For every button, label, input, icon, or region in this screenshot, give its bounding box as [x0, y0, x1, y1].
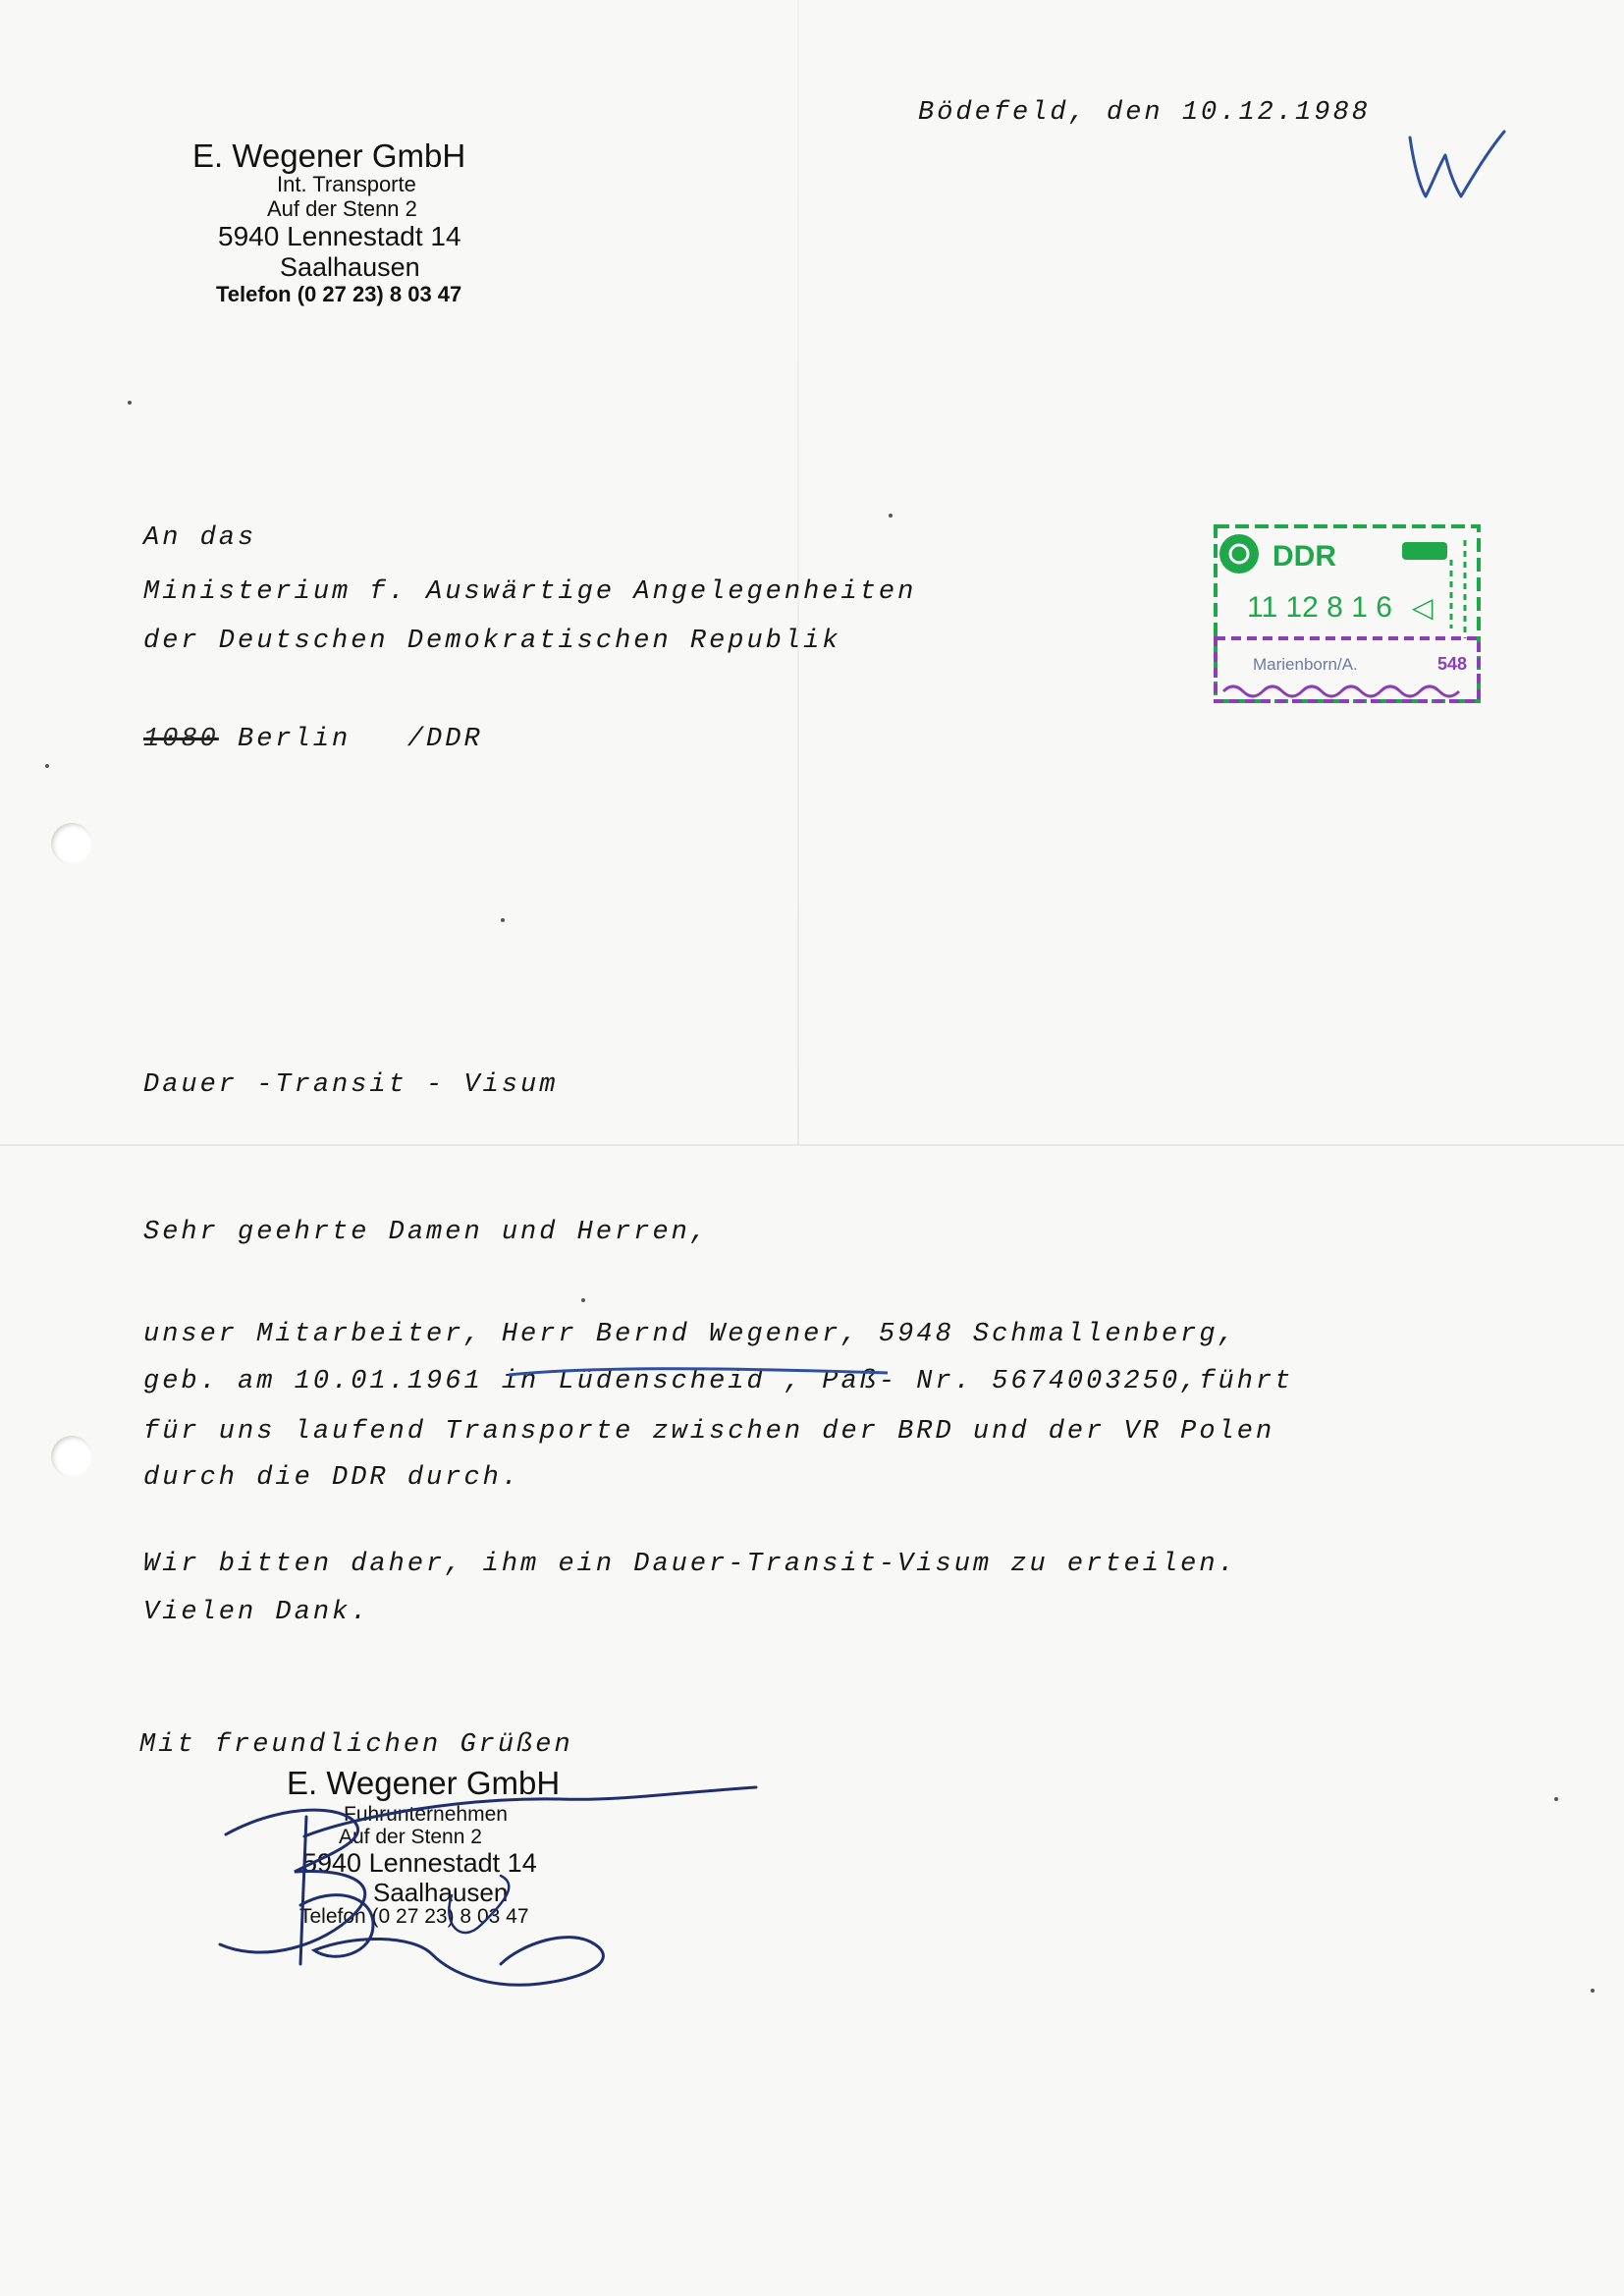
fold-line-horizontal	[0, 1144, 1624, 1146]
signature-stamp-company: E. Wegener GmbH	[287, 1765, 561, 1801]
letterhead-phone: Telefon (0 27 23) 8 03 47	[216, 282, 462, 306]
body-line4: durch die DDR durch.	[143, 1463, 521, 1493]
address-line1: An das	[143, 523, 257, 553]
handwritten-signature-icon	[206, 1777, 776, 2003]
body-line2: geb. am 10.01.1961 in Lüdenscheid , Paß- Nr. 5674003250,führt	[143, 1367, 1294, 1396]
date-line: Bödefeld, den 10.12.1988	[918, 98, 1371, 128]
body-line5: Wir bitten daher, ihm ein Dauer-Transit-Visum zu erteilen.	[143, 1550, 1237, 1579]
signature-stamp-city: 5940 Lennestadt 14	[302, 1848, 537, 1878]
signature-stamp-line2: Fuhrunternehmen	[344, 1803, 508, 1826]
border-entry-stamp	[1210, 520, 1485, 707]
ddr-emblem-icon	[1219, 534, 1259, 574]
body-line6: Vielen Dank.	[143, 1598, 370, 1627]
address-city: Berlin /DDR	[218, 725, 483, 754]
closing-line: Mit freundlichen Grüßen	[139, 1730, 573, 1760]
speck	[581, 1298, 585, 1302]
speck	[501, 918, 505, 922]
body-line3: für uns laufend Transporte zwischen der BRD und der VR Polen	[143, 1417, 1275, 1447]
letterhead-street: Auf der Stenn 2	[267, 196, 417, 221]
speck	[1554, 1797, 1558, 1801]
underline-stroke-icon	[507, 1365, 890, 1379]
address-line2: Ministerium f. Auswärtige Angelegenheiten	[143, 577, 917, 607]
stamp-code: 548	[1437, 654, 1468, 674]
address-city-row	[143, 725, 483, 754]
letterhead-district: Saalhausen	[280, 252, 420, 282]
punch-hole-bottom	[51, 1436, 92, 1477]
stamp-arrow: ◁	[1412, 591, 1434, 624]
stamp-vehicle-icon	[1402, 542, 1447, 560]
signature-stamp-phone: Telefon (0 27 23) 8 03 47	[299, 1905, 529, 1928]
stamp-country: DDR	[1272, 540, 1336, 573]
address-line3: der Deutschen Demokratischen Republik	[143, 627, 841, 656]
signature-stamp-district: Saalhausen	[373, 1878, 509, 1907]
letterhead-company: E. Wegener GmbH	[192, 137, 466, 174]
handwritten-initial-icon	[1402, 126, 1510, 204]
salutation: Sehr geehrte Damen und Herren,	[143, 1218, 710, 1247]
signature-stamp-street: Auf der Stenn 2	[339, 1826, 482, 1848]
punch-hole-top	[51, 823, 92, 864]
speck	[128, 401, 132, 405]
subject-line: Dauer -Transit - Visum	[143, 1070, 559, 1100]
speck	[1591, 1989, 1595, 1993]
letterhead-line2: Int. Transporte	[277, 172, 416, 196]
letterhead-city: 5940 Lennestadt 14	[218, 221, 461, 251]
speck	[889, 514, 893, 518]
stamp-date-code: 11 12 8 1 6	[1247, 591, 1392, 624]
fold-line-vertical	[797, 0, 799, 1144]
stamp-place: Marienborn/A.	[1253, 655, 1358, 674]
speck	[45, 764, 49, 768]
body-line1: unser Mitarbeiter, Herr Bernd Wegener, 5948 Schmallenberg,	[143, 1320, 1237, 1349]
address-postcode-struck: 1080	[143, 725, 219, 754]
